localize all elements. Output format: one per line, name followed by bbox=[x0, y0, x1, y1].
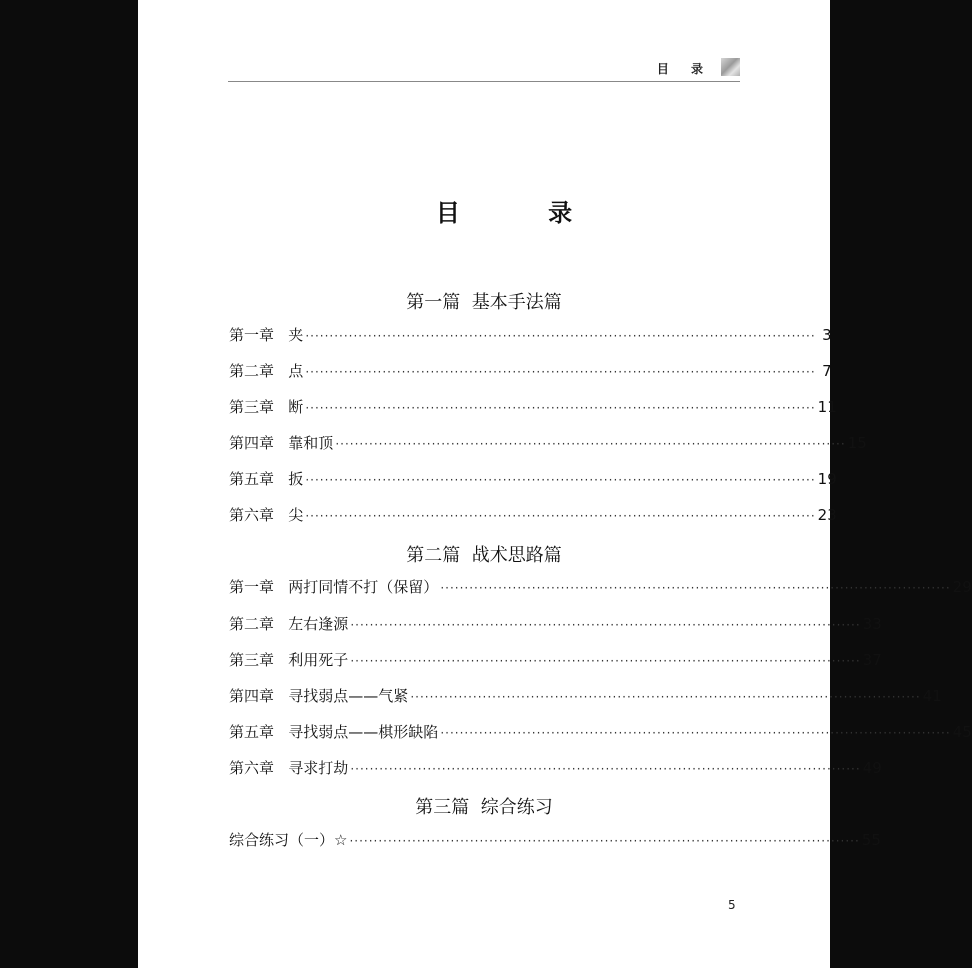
entry-title: 第三章 断 bbox=[229, 398, 304, 416]
entry-title: 第一章 夹 bbox=[229, 326, 304, 344]
entry-page-number: 23 bbox=[817, 506, 837, 524]
toc-entry[interactable] bbox=[229, 685, 942, 707]
book-page bbox=[138, 0, 972, 968]
dot-leader: ·········································································································· bbox=[350, 762, 861, 776]
entry-page-number: 55 bbox=[861, 831, 881, 849]
entry-page-number: 49 bbox=[862, 759, 882, 777]
toc-entry[interactable] bbox=[229, 504, 837, 526]
dot-leader: ·········································································································· bbox=[350, 654, 861, 668]
toc-entry[interactable] bbox=[229, 324, 832, 346]
entry-title: 第六章 尖 bbox=[229, 506, 304, 524]
dot-leader: ·········································································································· bbox=[305, 329, 816, 343]
dot-leader: ·········································································································· bbox=[305, 473, 816, 487]
running-head-title: 目 录 bbox=[656, 62, 712, 76]
toc-entry[interactable] bbox=[229, 360, 832, 382]
dot-leader: ·········································································································· bbox=[335, 437, 846, 451]
entry-title: 第五章 寻找弱点——棋形缺陷 bbox=[229, 723, 439, 741]
toc-entry[interactable] bbox=[229, 649, 882, 671]
part-heading-3: 第三篇 综合练习 bbox=[415, 797, 553, 818]
entry-page-number: 11 bbox=[817, 398, 837, 416]
running-head-ornament bbox=[721, 58, 740, 76]
dot-leader: ·········································································································· bbox=[410, 690, 921, 704]
toc-entry[interactable] bbox=[229, 576, 972, 598]
entry-title: 第四章 靠和顶 bbox=[229, 434, 334, 452]
dot-leader: ·········································································································· bbox=[350, 618, 861, 632]
entry-page-number: 33 bbox=[862, 615, 882, 633]
entry-page-number: 29 bbox=[952, 578, 972, 596]
entry-title: 第五章 扳 bbox=[229, 470, 304, 488]
dot-leader: ·········································································································· bbox=[305, 401, 816, 415]
running-head bbox=[228, 56, 740, 82]
entry-page-number: 7 bbox=[822, 362, 832, 380]
toc-entry[interactable] bbox=[229, 721, 972, 743]
entry-page-number: 15 bbox=[847, 434, 867, 452]
dot-leader: ·········································································································· bbox=[440, 726, 951, 740]
toc-entry[interactable] bbox=[229, 432, 867, 454]
entry-title: 第二章 点 bbox=[229, 362, 304, 380]
entry-page-number: 37 bbox=[862, 651, 882, 669]
page-title: 目 录 bbox=[435, 199, 613, 227]
toc-entry[interactable] bbox=[229, 829, 881, 851]
dot-leader: ·········································································································· bbox=[305, 365, 816, 379]
toc-entry[interactable] bbox=[229, 613, 882, 635]
dot-leader: ·········································································································· bbox=[440, 581, 951, 595]
dot-leader: ·········································································································· bbox=[305, 509, 816, 523]
part-heading-2: 第二篇 战术思路篇 bbox=[406, 545, 562, 566]
header-rule bbox=[228, 81, 740, 82]
part-heading-1: 第一篇 基本手法篇 bbox=[406, 292, 562, 313]
entry-title: 第四章 寻找弱点——气紧 bbox=[229, 687, 409, 705]
entry-page-number: 3 bbox=[822, 326, 832, 344]
dot-leader: ·········································································································· bbox=[349, 834, 860, 848]
entry-page-number: 19 bbox=[817, 470, 837, 488]
toc-entry[interactable] bbox=[229, 757, 882, 779]
entry-page-number: 45 bbox=[952, 723, 972, 741]
entry-title: 综合练习（一）☆ bbox=[229, 831, 348, 849]
page-number: 5 bbox=[728, 898, 736, 912]
toc-entry[interactable] bbox=[229, 396, 837, 418]
entry-title: 第三章 利用死子 bbox=[229, 651, 349, 669]
entry-title: 第六章 寻求打劫 bbox=[229, 759, 349, 777]
entry-title: 第二章 左右逢源 bbox=[229, 615, 349, 633]
entry-page-number: 41 bbox=[922, 687, 942, 705]
entry-title: 第一章 两打同情不打（保留） bbox=[229, 578, 439, 596]
toc-entry[interactable] bbox=[229, 468, 837, 490]
